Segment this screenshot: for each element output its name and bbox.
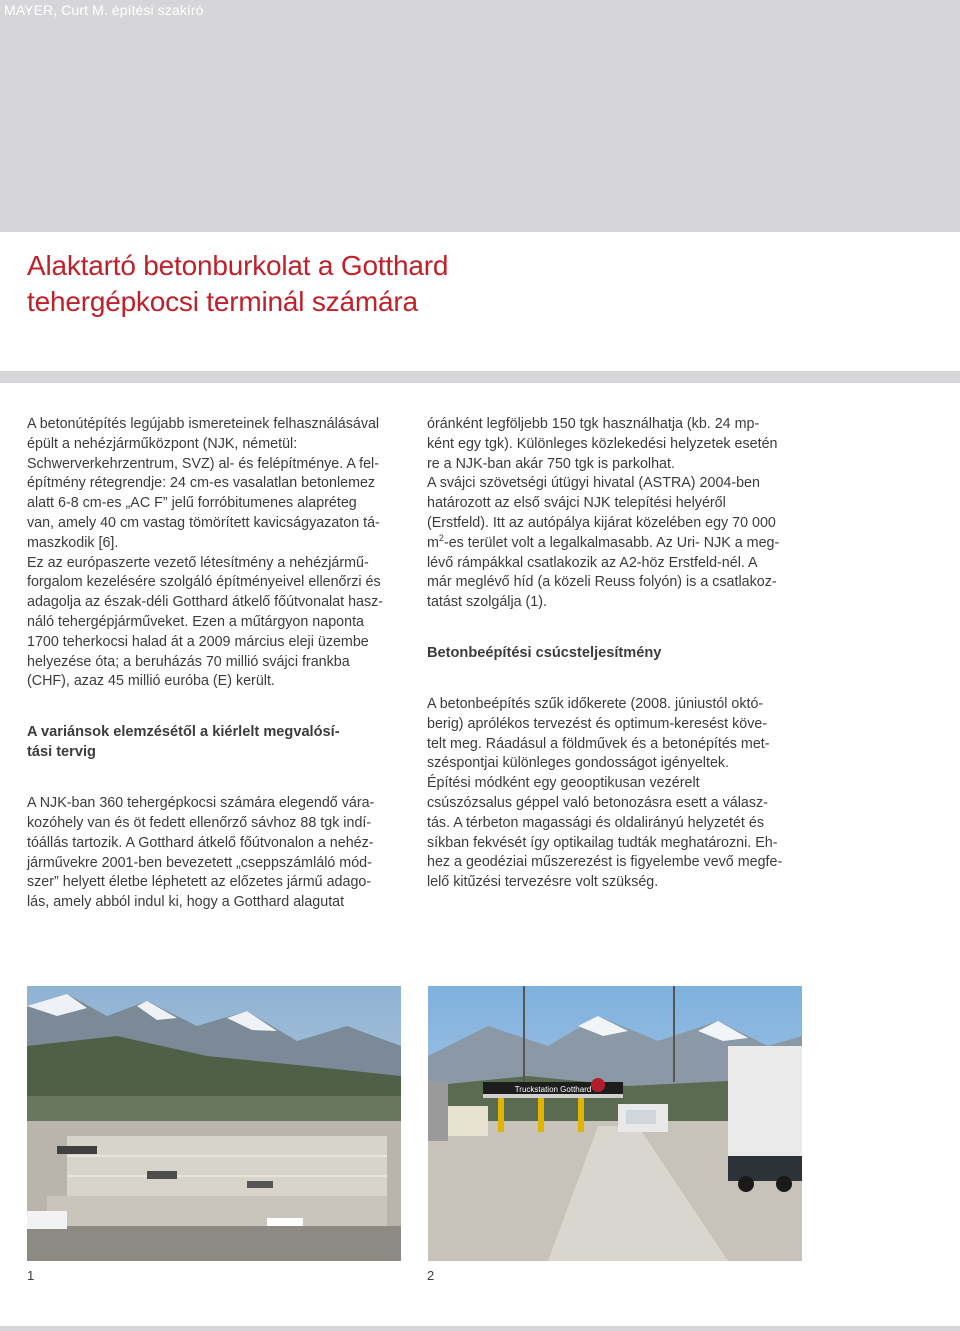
footer-band <box>0 1326 960 1331</box>
right-column <box>427 415 807 893</box>
right-paragraph-2 <box>427 474 807 613</box>
figure-2-number: 2 <box>427 1268 435 1283</box>
left-paragraph-1: A betonútépítés legújabb ismereteinek felhasználásával épült a nehézjárműközpont (NJK, németül: Schwerverkehrzentrum, SVZ) al- és felépítménye. A fel- építmény rétegrendje: 24 cm-es vasalatlan betonlemez alatt 6-8 cm-es „AC F” jelű forróbitumenes alapréteg van, amely 40 cm vastag tömörített kavicságyazaton tá- maszkodik [6]. <box>27 416 380 551</box>
photo-terminal-aerial <box>27 986 401 1261</box>
author-line: MAYER, Curt M. építési szakíró <box>4 2 204 18</box>
photo-terminal-aerial-graphic <box>27 986 401 1261</box>
figure-1-number: 1 <box>27 1268 35 1283</box>
left-column <box>27 415 407 913</box>
article-title <box>27 248 727 320</box>
left-paragraph-3: A NJK-ban 360 tehergépkocsi számára elegendő vára- kozóhely van és öt fedett ellenőrző sávhoz 88 tgk indí- tóállás tartozik. A Gotthard átkelő főútvonalon a nehéz- járművekre 2001-ben bevezetett „cseppszámláló mód- szer” helyett életbe léphetett az előzetes jármű adago- lás, amely abból indul ki, hogy a Gotthard alagutat <box>27 795 375 911</box>
left-paragraph-2: Ez az európaszerte vezető létesítmény a nehézjármű- forgalom kezelésére szolgáló építményeivel ellenőrzi és adagolja az észak-déli Gotthard átkelő főútvonalat hasz- náló tehergépjárműveket. Ezen a műtárgyon naponta 1700 teherkocsi halad át a 2009 március eleji üzembe helyezése óta; a beruházás 70 millió svájci frankba (CHF), azaz 45 millió euróba (E) került. <box>27 554 384 690</box>
left-section-heading: A variánsok elemzésétől a kiérlelt megvalósí- tási tervig <box>27 724 340 761</box>
right-paragraph-3: A betonbeépítés szűk időkerete (2008. júniustól októ- berig) aprólékos tervezést és optimum-keresést köve- telt meg. Ráadásul a földművek és a betonépítés met- széspontjai különleges gondosságot igényeltek. Építési módként egy geooptikusan vezérelt csúszózsalus géppel való betonozásra esett a válasz- tás. A térbeton magassági és oldalirányú helyzetét és síkban fekvését így optikailag tudták meghatározni. Eh- hez a geodéziai műszerezést is figyelembe vevő megfe- lelő kitűzési tervezésre volt szükség. <box>427 695 783 891</box>
superscript-2: 2 <box>438 533 444 544</box>
article-title-line-2: tehergépkocsi terminál számára <box>27 286 418 317</box>
separator-band <box>0 371 960 383</box>
article-title-line-1: Alaktartó betonburkolat a Gotthard <box>27 250 449 281</box>
right-paragraph-2-a: A svájci szövetségi útügyi hivatal (ASTRA) 2004-ben határozott az első svájci NJK telepítési helyéről (Erstfeld). Itt az autópálya kijárat közelében egy 70 000 m <box>427 475 776 551</box>
right-paragraph-1: óránként legföljebb 150 tgk használhatja (kb. 24 mp- ként egy tgk). Különleges közlekedési helyzetek esetén re a NJK-ban akár 750 tgk is parkolhat. <box>427 416 778 472</box>
header-band <box>0 0 960 232</box>
terminal-sign-text: Truckstation Gotthard <box>514 1085 592 1094</box>
right-section-heading: Betonbeépítési csúcsteljesítmény <box>427 644 662 661</box>
right-paragraph-2-b: -es terület volt a legalkalmasabb. Az Uri- NJK a meg- lévő rámpákkal csatlakozik az A2-höz Erstfeld-nél. A már meglévő híd (a közeli Reuss folyón) is a csatlakoz- tatást szolgálja (1). <box>427 534 780 611</box>
photo-terminal-gate <box>428 986 802 1261</box>
photo-terminal-gate-graphic <box>428 986 802 1261</box>
